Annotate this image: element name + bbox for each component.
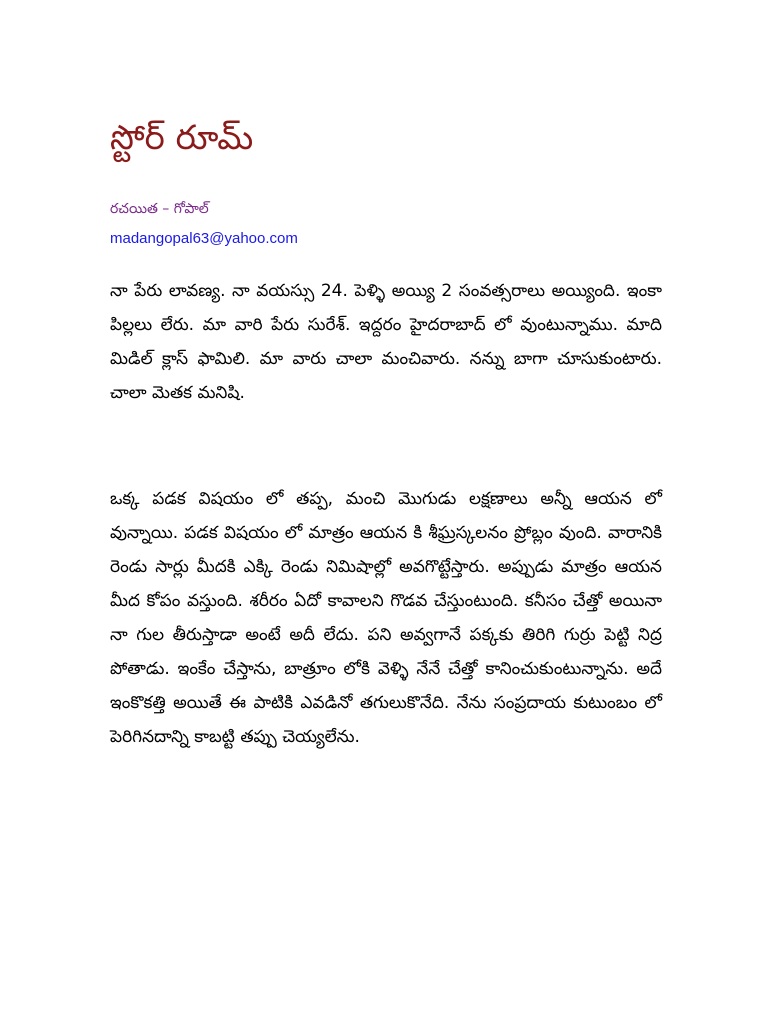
author-email-link[interactable]: madangopal63@yahoo.com <box>110 230 298 247</box>
body-paragraph-2: ఒక్క పడక విషయం లో తప్ప, మంచి మొగుడు లక్షణాలు అన్నీ ఆయన లో వున్నాయి. పడక విషయం లో మాత్రం ఆయన కి శీఘ్రస్కలనం ప్రోబ్లం వుంది. వారానికి రెండు సార్లు మీదకి ఎక్కి రెండు నిమిషాల్లో అవగొట్టేస్తారు. అప్పుడు మాత్రం ఆయన మీద కోపం వస్తుంది. శరీరం ఏదో కావాలని గొడవ చేస్తుంటుంది. కనీసం చేత్తో అయినా నా గుల తీరుస్తాడా అంటే అదీ లేదు. పని అవ్వగానే పక్కకు తిరిగి గుర్రు పెట్టి నిద్ర పోతాడు. ఇంకేం చేస్తాను, బాత్రూం లోకి వెళ్ళి నేనే చేత్తో కానించుకుంటున్నాను. అదే ఇంకొకత్తి అయితే ఈ పాటికి ఎవడినో తగులుకొనేది. నేను సంప్రదాయ కుటుంబం లో పెరిగినదాన్ని కాబట్టి తప్పు చెయ్యలేను. <box>110 489 662 747</box>
document-title: స్టోర్ రూమ్ <box>110 118 254 158</box>
body-paragraph-1: నా పేరు లావణ్య. నా వయస్సు 24. పెళ్ళి అయ్యి 2 సంవత్సరాలు అయ్యింది. ఇంకా పిల్లలు లేరు. మా వారి పేరు సురేశ్. ఇద్దరం హైదరాబాద్ లో వుంటున్నాము. మాది మిడిల్ క్లాస్ ఫామిలి. మా వారు చాలా మంచివారు. నన్ను బాగా చూసుకుంటారు. చాలా మెతక మనిషి. <box>110 281 662 403</box>
author-line: రచయిత – గోపాల్ <box>110 201 209 217</box>
